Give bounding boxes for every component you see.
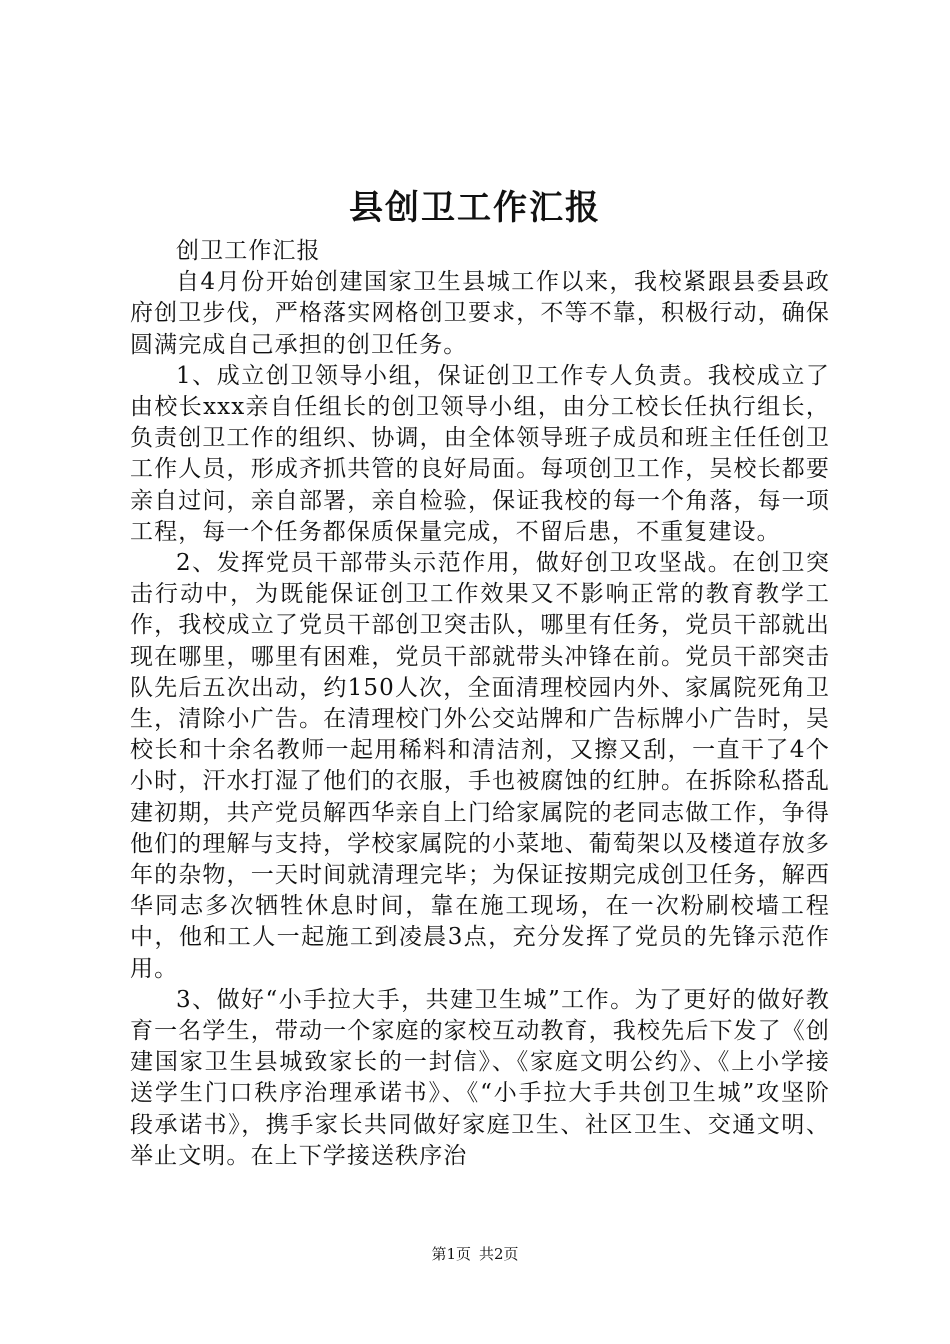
paragraph-section-3: 3、做好“小手拉大手，共建卫生城”工作。为了更好的做好教育一名学生，带动一个家庭的家校互动教育，我校先后下发了《创建国家卫生县城致家长的一封信》、《家庭文明公约》、《上小学接送学生门口秩序治理承诺书》、《“小手拉大手共创卫生城”攻坚阶段承诺书》，携手家长共同做好家庭卫生、社区卫生、交通文明、举止文明。在上下学接送秩序治 (130, 986, 830, 1169)
page-number: 第1页 (431, 1245, 471, 1263)
page-total: 共2页 (479, 1245, 519, 1263)
paragraph-intro: 自4月份开始创建国家卫生县城工作以来，我校紧跟县委县政府创卫步伐，严格落实网格创卫要求，不等不靠，积极行动，确保圆满完成自己承担的创卫任务。 (130, 269, 830, 358)
paragraph-heading: 创卫工作汇报 (176, 238, 321, 264)
document-title: 县创卫工作汇报 (349, 188, 601, 228)
paragraph-section-2: 2、发挥党员干部带头示范作用，做好创卫攻坚战。在创卫突击行动中，为既能保证创卫工作效果又不影响正常的教育教学工作，我校成立了党员干部创卫突击队，哪里有任务，党员干部就出现在哪里，哪里有困难，党员干部就带头冲锋在前。党员干部突击队先后五次出动，约150人次，全面清理校园内外、家属院死角卫生，清除小广告。在清理校门外公交站牌和广告标牌小广告时，吴校长和十余名教师一起用稀料和清洁剂，又擦又刮，一直干了4个小时，汗水打湿了他们的衣服，手也被腐蚀的红肿。在拆除私搭乱建初期，共产党员解西华亲自上门给家属院的老同志做工作，争得他们的理解与支持，学校家属院的小菜地、葡萄架以及楼道存放多年的杂物，一天时间就清理完毕；为保证按期完成创卫任务，解西华同志多次牺牲休息时间，靠在施工现场，在一次粉刷校墙工程中，他和工人一起施工到凌晨3点，充分发挥了党员的先锋示范作用。 (130, 550, 830, 982)
page-footer (0, 1244, 950, 1264)
paragraph-section-1: 1、成立创卫领导小组，保证创卫工作专人负责。我校成立了由校长xxx亲自任组长的创卫领导小组，由分工校长任执行组长，负责创卫工作的组织、协调，由全体领导班子成员和班主任任创卫工作人员，形成齐抓共管的良好局面。每项创卫工作，吴校长都要亲自过问，亲自部署，亲自检验，保证我校的每一个角落，每一项工程，每一个任务都保质保量完成，不留后患，不重复建设。 (130, 362, 830, 545)
document-body (130, 236, 830, 1172)
